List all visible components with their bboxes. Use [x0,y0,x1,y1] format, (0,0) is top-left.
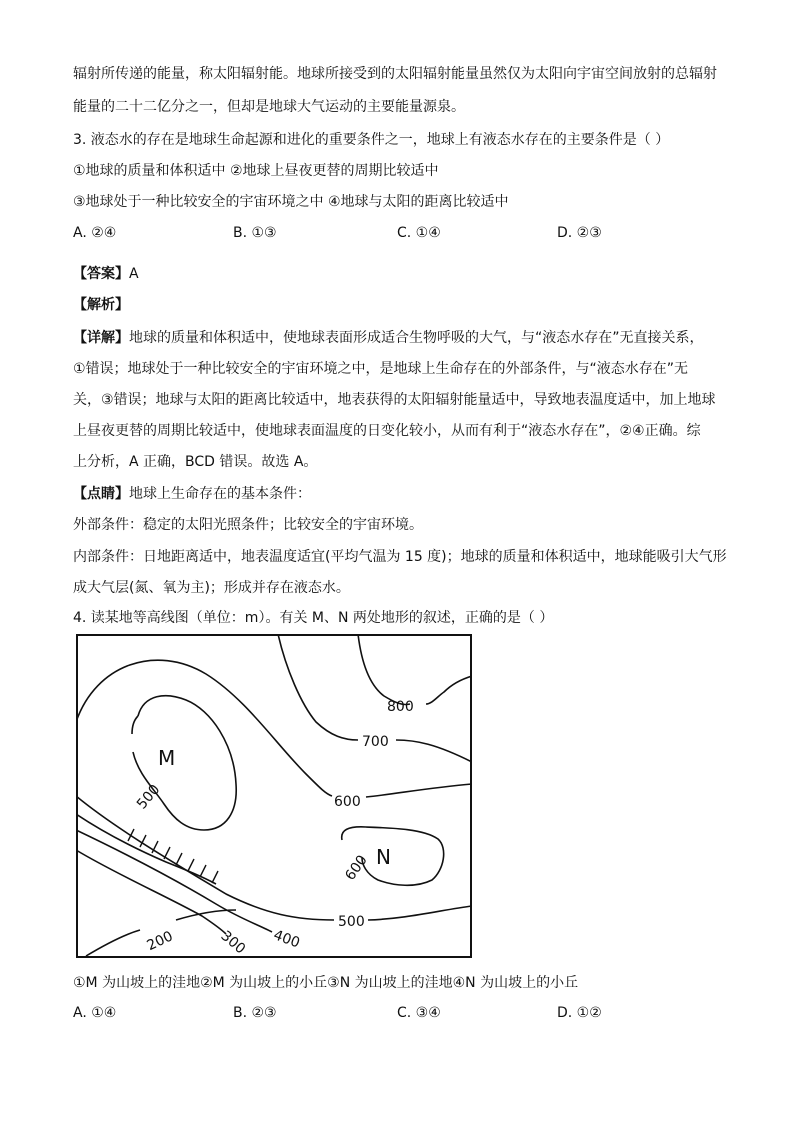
q3-stem: 3. 液态水的存在是地球生命起源和进化的重要条件之一，地球上有液态水存在的主要条件是（ ） [73,132,670,148]
q4-option-a: A. ①④ [73,1005,117,1021]
q3-option-d: D. ②③ [557,225,602,241]
q4-stem: 4. 读某地等高线图（单位：m）。有关 M、N 两处地形的叙述，正确的是（ ） [73,610,554,626]
intro-line-1: 辐射所传递的能量，称太阳辐射能。地球所接受到的太阳辐射能量虽然仅为太阳向宇宙空间放射的总辐射 [73,66,717,82]
label-300: 300 [217,927,249,958]
q4-statements: ①M 为山坡上的洼地②M 为山坡上的小丘③N 为山坡上的洼地④N 为山坡上的小丘 [73,975,579,991]
tip-line-3: 内部条件：日地距离适中，地表温度适宜(平均气温为 15 度)；地球的质量和体积适中，地球能吸引大气形 [73,549,727,565]
detail-line-3: 关，③错误；地球与太阳的距离比较适中，地表获得的太阳辐射能量适中，导致地表温度适中，加上地球 [73,392,716,408]
analysis-label: 【解析】 [73,297,129,313]
detail-line-4: 上昼夜更替的周期比较适中，使地球表面温度的日变化较小，从而有利于“液态水存在”，②④正确。综 [73,423,701,439]
contour-map [76,634,472,958]
q4-option-d: D. ①② [557,1005,602,1021]
map-border [77,635,471,957]
label-200: 200 [144,928,176,955]
answer-value: A [129,266,139,282]
q4-option-b: B. ②③ [233,1005,277,1021]
label-500-m: 500 [133,781,164,813]
q3-statements-2: ③地球处于一种比较安全的宇宙环境之中 ④地球与太阳的距离比较适中 [73,194,509,210]
label-600-n: 600 [342,852,371,884]
q3-answer-line [73,264,139,284]
q4-option-c: C. ③④ [397,1005,441,1021]
tip-line-1 [73,484,311,504]
label-500-lower: 500 [338,914,365,930]
label-700: 700 [362,734,389,750]
answer-label: 【答案】 [73,266,129,282]
detail-line-5: 上分析，A 正确，BCD 错误。故选 A。 [73,454,318,470]
q3-statements-1: ①地球的质量和体积适中 ②地球上昼夜更替的周期比较适中 [73,163,439,179]
label-M: M [158,746,176,770]
intro-line-2: 能量的二十二亿分之一，但却是地球大气运动的主要能量源泉。 [73,99,465,115]
tip-label: 【点睛】 [73,486,129,502]
q3-option-b: B. ①③ [233,225,277,241]
detail-text-1: 地球的质量和体积适中，使地球表面形成适合生物呼吸的大气，与“液态水存在”无直接关系， [129,330,704,346]
q3-option-c: C. ①④ [397,225,441,241]
detail-line-1 [73,328,704,348]
q3-option-a: A. ②④ [73,225,117,241]
detail-line-2: ①错误；地球处于一种比较安全的宇宙环境之中，是地球上生命存在的外部条件，与“液态水存在”无 [73,361,689,377]
tip-line-2: 外部条件：稳定的太阳光照条件；比较安全的宇宙环境。 [73,517,423,533]
label-800: 800 [387,699,414,715]
tip-line-4: 成大气层(氮、氧为主)；形成并存在液态水。 [73,580,350,596]
label-600: 600 [334,794,361,810]
detail-label: 【详解】 [73,330,129,346]
label-400: 400 [271,927,302,952]
label-N: N [376,845,391,869]
tip-title: 地球上生命存在的基本条件： [129,486,311,502]
